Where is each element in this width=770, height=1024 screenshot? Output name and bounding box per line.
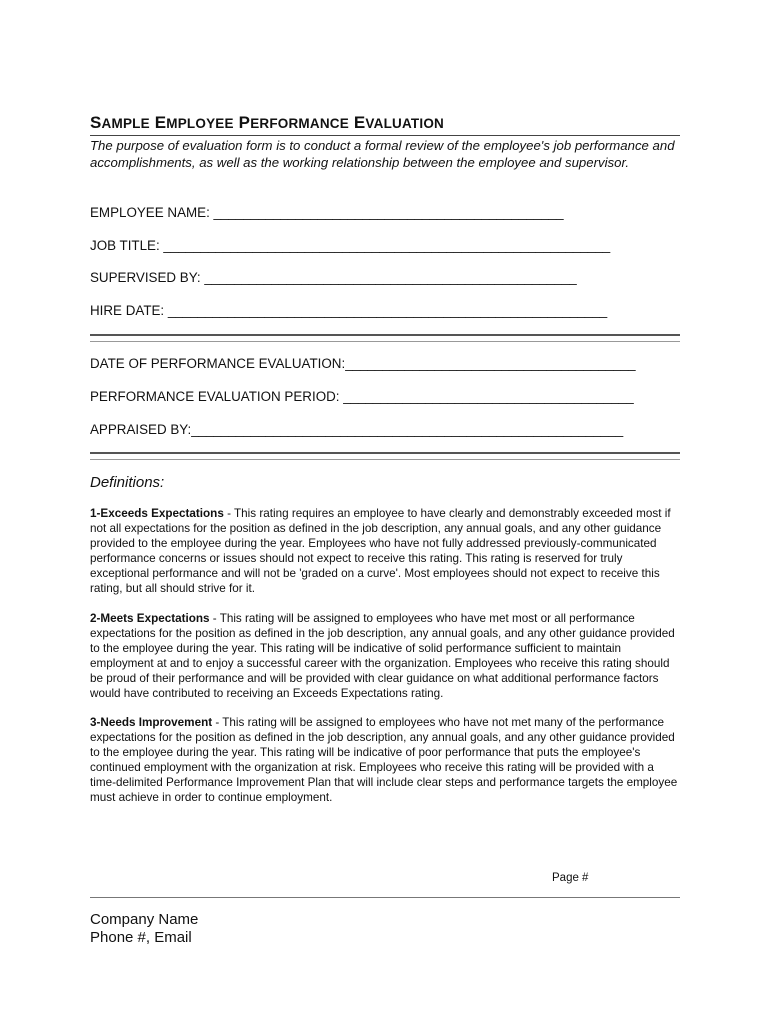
definition-text: - This rating will be assigned to employees who have not met many of the performance expectations for the position as defined in the job description, any annual goals, and any other guidance provided to the employee during the year. This rating will be indicative of poor performance that puts the employee's continued employment with the organization at risk. Employees who receive this rating will be provided with a time-delimited Performance Improvement Plan that will include clear steps and performance targets the employee must achieve in order to continue employment.	[90, 716, 678, 805]
purpose-statement: The purpose of evaluation form is to conduct a formal review of the employee's job performance and accomplishments, as well as the working relationship between the employee and supervisor.	[90, 138, 675, 170]
definition-text: - This rating will be assigned to employees who have met most or all performance expectations for the position as defined in the job description, any annual goals, and any other guidance provided to the employee during the year. This rating will be indicative of solid performance sufficient to maintain employment at and to enjoy a successful career with the organization. Employees who receive this rating should be proud of their performance and will be provided with clear guidance on what additional performance factors would have contributed to receiving an Exceeds Expectations rating.	[90, 612, 675, 701]
hire-date-field[interactable]: HIRE DATE: ___________________________________________________________	[90, 303, 608, 318]
definition-term: 3-Needs Improvement	[90, 716, 213, 729]
company-name: Company Name	[90, 911, 199, 928]
page-number: Page #	[552, 872, 589, 884]
document-title: SAMPLE EMPLOYEE PERFORMANCE EVALUATION	[90, 113, 680, 136]
job-title-field[interactable]: JOB TITLE: ____________________________________________________________	[90, 238, 611, 253]
date-of-evaluation-field[interactable]: DATE OF PERFORMANCE EVALUATION:_______________________________________	[90, 356, 636, 371]
definition-exceeds-expectations	[90, 506, 680, 597]
appraised-by-field[interactable]: APPRAISED BY:__________________________________________________________	[90, 422, 624, 437]
definition-meets-expectations	[90, 611, 680, 702]
footer-contact	[90, 911, 198, 947]
company-contact: Phone #, Email	[90, 929, 192, 946]
definition-term: 1-Exceeds Expectations	[90, 507, 224, 520]
supervised-by-field[interactable]: SUPERVISED BY: __________________________________________________	[90, 270, 577, 285]
section-divider	[90, 452, 680, 460]
definition-text: - This rating requires an employee to have clearly and demonstrably exceeded most if not all expectations for the position as defined in the job description, any annual goals, and any other guidance provided to the employee during the year. Employees who have not fully addressed previously-communicated performance concerns or issues should not expect to receive this rating. This rating is reserved for truly exceptional performance and will not be 'graded on a curve'. Most employees should not expect to receive this rating, but all should strive for it.	[90, 507, 671, 596]
employee-name-field[interactable]: EMPLOYEE NAME: _______________________________________________	[90, 205, 564, 220]
section-divider	[90, 334, 680, 342]
definitions-heading: Definitions:	[90, 474, 165, 491]
definition-term: 2-Meets Expectations	[90, 612, 210, 625]
footer-divider	[90, 897, 680, 898]
definition-needs-improvement	[90, 715, 680, 806]
evaluation-period-field[interactable]: PERFORMANCE EVALUATION PERIOD: _______________________________________	[90, 389, 634, 404]
